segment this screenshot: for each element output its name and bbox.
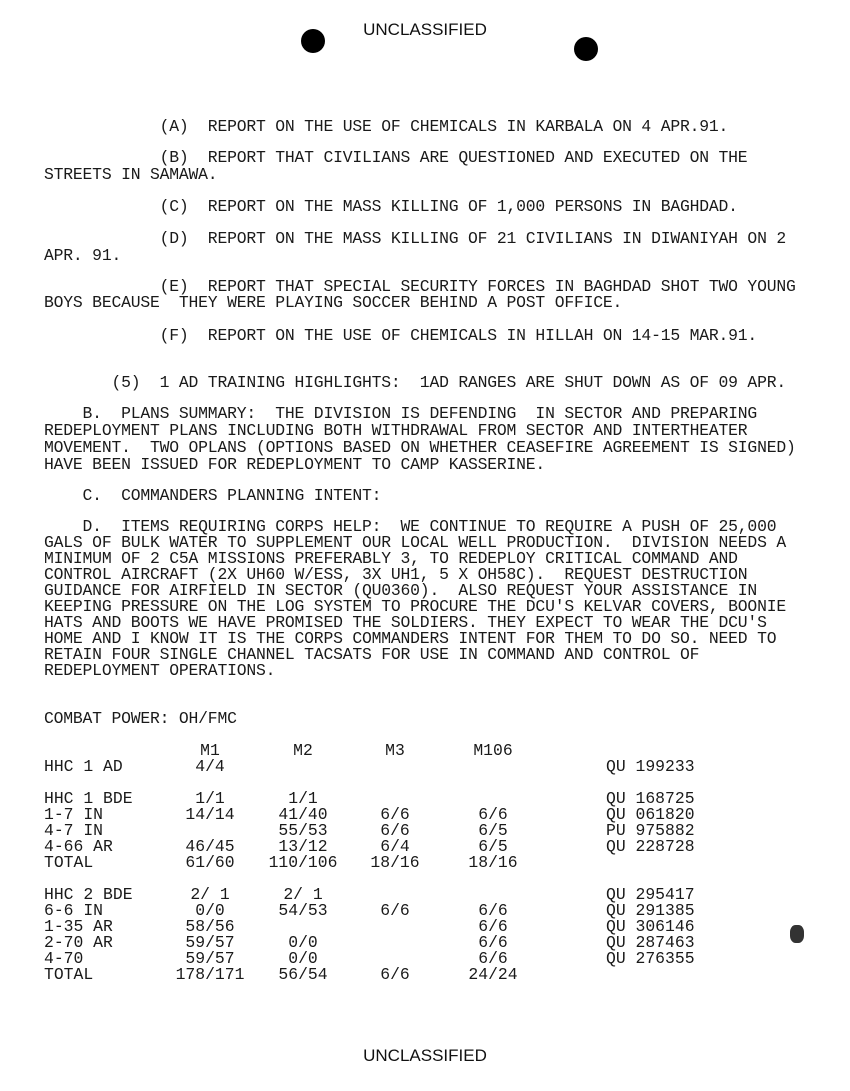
unit-name: 4-7 IN (44, 821, 104, 840)
unit-name: 2-70 AR (44, 933, 113, 952)
unit-name: HHC 1 AD (44, 757, 123, 776)
cell-m1: 58/56 (185, 917, 235, 936)
cell-m1: 46/45 (185, 837, 235, 856)
grid-reference: QU 168725 (606, 789, 695, 808)
cell-m2: 110/106 (268, 853, 338, 872)
cell-m106: 24/24 (468, 965, 518, 984)
cell-m2: 56/54 (278, 965, 328, 984)
grid-reference: QU 199233 (606, 757, 695, 776)
col-header-m3: M3 (385, 741, 405, 760)
plans-line: HAVE BEEN ISSUED FOR REDEPLOYMENT TO CAMP KASSERINE. (44, 455, 546, 474)
cell-m106: 6/5 (478, 821, 508, 840)
cell-m2: 13/12 (278, 837, 328, 856)
cell-m106: 6/6 (478, 805, 508, 824)
help-line: KEEPING PRESSURE ON THE LOG SYSTEM TO PROCURE THE DCU'S KELVAR COVERS, BOONIE (44, 597, 786, 616)
cell-m1: 4/4 (195, 757, 225, 776)
help-line: D. ITEMS REQUIRING CORPS HELP: WE CONTINUE TO REQUIRE A PUSH OF 25,000 (44, 517, 777, 536)
help-line: REDEPLOYMENT OPERATIONS. (44, 661, 276, 680)
cell-m1: 59/57 (185, 933, 235, 952)
grid-reference: QU 228728 (606, 837, 695, 856)
report-e: (E) REPORT THAT SPECIAL SECURITY FORCES IN BAGHDAD SHOT TWO YOUNG (44, 277, 796, 296)
cell-m106: 18/16 (468, 853, 518, 872)
unit-name: HHC 2 BDE (44, 885, 133, 904)
cell-m2: 0/0 (288, 949, 318, 968)
cell-m2: 2/ 1 (283, 885, 323, 904)
cell-m1: 1/1 (195, 789, 225, 808)
help-line: GUIDANCE FOR AIRFIELD IN SECTOR (QU0360). ALSO REQUEST YOUR ASSISTANCE IN (44, 581, 758, 600)
cell-m106: 6/6 (478, 901, 508, 920)
grid-reference: QU 295417 (606, 885, 695, 904)
cell-m2: 1/1 (288, 789, 318, 808)
cell-m2: 0/0 (288, 933, 318, 952)
grid-reference: QU 291385 (606, 901, 695, 920)
report-e-cont: BOYS BECAUSE THEY WERE PLAYING SOCCER BEHIND A POST OFFICE. (44, 293, 623, 312)
cell-m1: 14/14 (185, 805, 235, 824)
punch-hole-left (301, 29, 325, 53)
help-line: RETAIN FOUR SINGLE CHANNEL TACSATS FOR USE IN COMMAND AND CONTROL OF (44, 645, 700, 664)
classification-footer: UNCLASSIFIED (363, 1046, 487, 1065)
report-b: (B) REPORT THAT CIVILIANS ARE QUESTIONED AND EXECUTED ON THE (44, 148, 748, 167)
grid-reference: QU 276355 (606, 949, 695, 968)
unit-name: 6-6 IN (44, 901, 104, 920)
cell-m1: 61/60 (185, 853, 235, 872)
help-line: HOME AND I KNOW IT IS THE CORPS COMMANDERS INTENT FOR THEM TO DO SO. NEED TO (44, 629, 777, 648)
report-a: (A) REPORT ON THE USE OF CHEMICALS IN KARBALA ON 4 APR.91. (44, 117, 729, 136)
commanders-intent: C. COMMANDERS PLANNING INTENT: (44, 486, 382, 505)
report-d: (D) REPORT ON THE MASS KILLING OF 21 CIVILIANS IN DIWANIYAH ON 2 (44, 229, 786, 248)
cell-m1: 178/171 (175, 965, 245, 984)
cell-m106: 6/5 (478, 837, 508, 856)
help-line: HATS AND BOOTS WE HAVE PROMISED THE SOLDIERS. THEY EXPECT TO WEAR THE DCU'S (44, 613, 767, 632)
cell-m3: 6/6 (380, 805, 410, 824)
scan-artifact (790, 925, 804, 943)
cell-m106: 6/6 (478, 949, 508, 968)
combat-power-title: COMBAT POWER: OH/FMC (44, 709, 237, 728)
unit-name: 1-7 IN (44, 805, 104, 824)
cell-m3: 6/4 (380, 837, 410, 856)
plans-line: MOVEMENT. TWO OPLANS (OPTIONS BASED ON WHETHER CEASEFIRE AGREEMENT IS SIGNED) (44, 438, 796, 457)
grid-reference: QU 287463 (606, 933, 695, 952)
grid-reference: QU 306146 (606, 917, 695, 936)
cell-m2: 41/40 (278, 805, 328, 824)
cell-m1: 59/57 (185, 949, 235, 968)
report-d-cont: APR. 91. (44, 246, 122, 265)
report-f: (F) REPORT ON THE USE OF CHEMICALS IN HILLAH ON 14-15 MAR.91. (44, 326, 758, 345)
grid-reference: PU 975882 (606, 821, 695, 840)
cell-m1: 2/ 1 (190, 885, 230, 904)
cell-m3: 18/16 (370, 853, 420, 872)
cell-m3: 6/6 (380, 965, 410, 984)
unit-name: 4-66 AR (44, 837, 113, 856)
plans-line: B. PLANS SUMMARY: THE DIVISION IS DEFENDING IN SECTOR AND PREPARING (44, 404, 758, 423)
cell-m3: 6/6 (380, 821, 410, 840)
cell-m106: 6/6 (478, 917, 508, 936)
unit-name: TOTAL (44, 965, 94, 984)
help-line: CONTROL AIRCRAFT (2X UH60 W/ESS, 3X UH1, 5 X OH58C). REQUEST DESTRUCTION (44, 565, 748, 584)
unit-name: HHC 1 BDE (44, 789, 133, 808)
unit-name: 1-35 AR (44, 917, 113, 936)
cell-m1: 0/0 (195, 901, 225, 920)
plans-line: REDEPLOYMENT PLANS INCLUDING BOTH WITHDRAWAL FROM SECTOR AND INTERTHEATER (44, 421, 748, 440)
col-header-m1: M1 (200, 741, 220, 760)
help-line: GALS OF BULK WATER TO SUPPLEMENT OUR LOCAL WELL PRODUCTION. DIVISION NEEDS A (44, 533, 786, 552)
cell-m3: 6/6 (380, 901, 410, 920)
unit-name: TOTAL (44, 853, 94, 872)
cell-m2: 54/53 (278, 901, 328, 920)
cell-m2: 55/53 (278, 821, 328, 840)
help-line: MINIMUM OF 2 C5A MISSIONS PREFERABLY 3, TO REDEPLOY CRITICAL COMMAND AND (44, 549, 738, 568)
grid-reference: QU 061820 (606, 805, 695, 824)
report-c: (C) REPORT ON THE MASS KILLING OF 1,000 PERSONS IN BAGHDAD. (44, 197, 738, 216)
cell-m106: 6/6 (478, 933, 508, 952)
col-header-m106: M106 (473, 741, 513, 760)
report-b-cont: STREETS IN SAMAWA. (44, 165, 218, 184)
unit-name: 4-70 (44, 949, 84, 968)
training-highlights: (5) 1 AD TRAINING HIGHLIGHTS: 1AD RANGES ARE SHUT DOWN AS OF 09 APR. (44, 373, 786, 392)
punch-hole-right (574, 37, 598, 61)
col-header-m2: M2 (293, 741, 313, 760)
classification-header: UNCLASSIFIED (363, 20, 487, 39)
